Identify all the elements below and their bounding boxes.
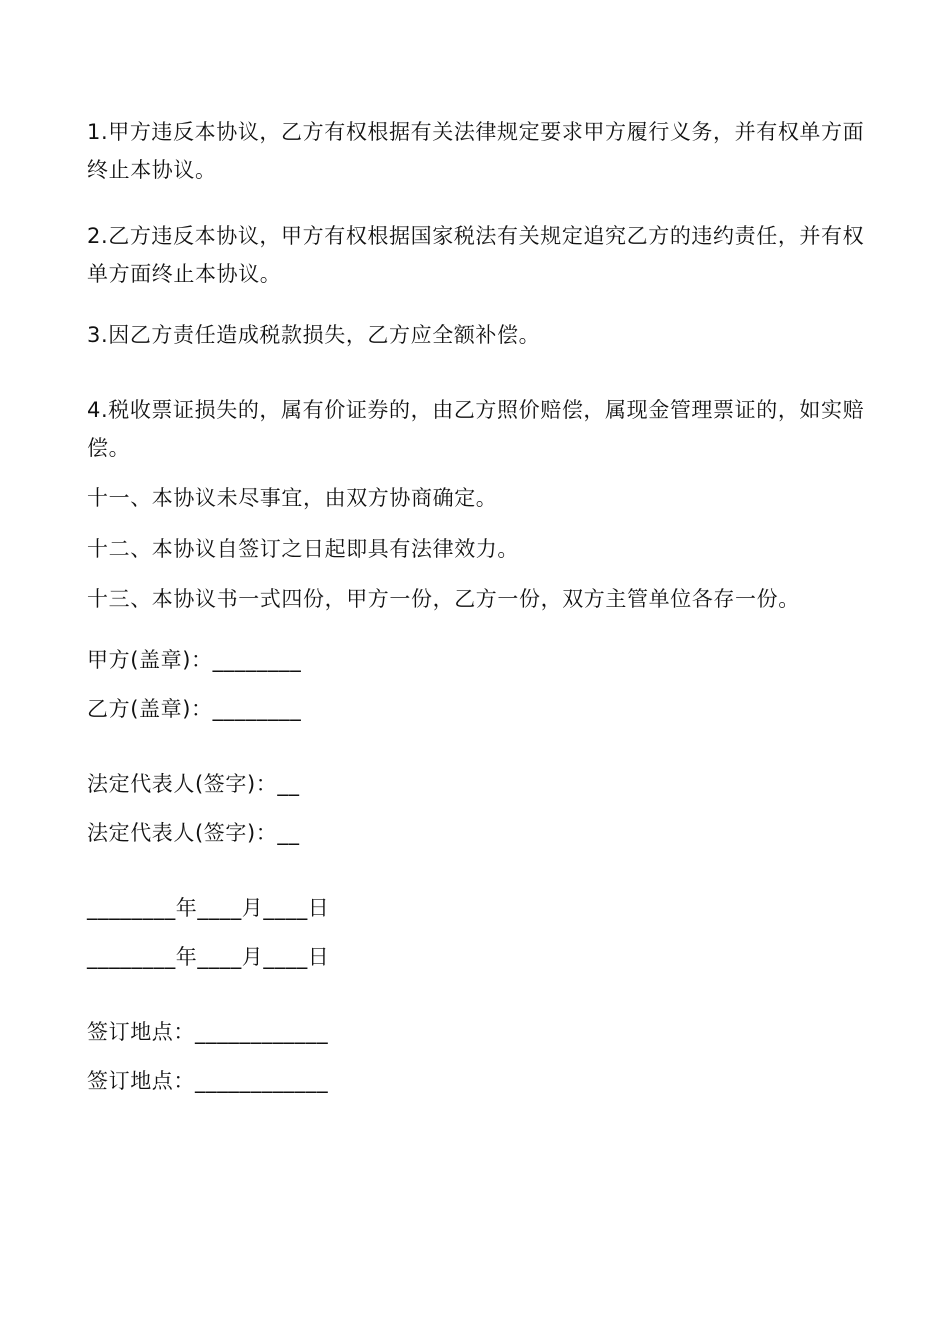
article-12: 十二、本协议自签订之日起即具有法律效力。 xyxy=(87,537,519,561)
signing-place-b-line: 签订地点：____________ xyxy=(87,1069,329,1093)
date-b-line: ________年____月____日 xyxy=(87,945,330,969)
clause-4: 4.税收票证损失的，属有价证券的，由乙方照价赔偿，属现金管理票证的，如实赔偿。 xyxy=(87,398,865,460)
legal-rep-a-line: 法定代表人(签字)：__ xyxy=(87,772,300,796)
legal-rep-b-line: 法定代表人(签字)：__ xyxy=(87,821,300,845)
clause-2: 2.乙方违反本协议，甲方有权根据国家税法有关规定追究乙方的违约责任，并有权单方面终止本协议。 xyxy=(87,224,865,286)
party-a-seal-line: 甲方(盖章)：________ xyxy=(87,648,302,672)
clause-1: 1.甲方违反本协议，乙方有权根据有关法律规定要求甲方履行义务，并有权单方面终止本协议。 xyxy=(87,120,865,182)
signing-place-a-line: 签订地点：____________ xyxy=(87,1020,329,1044)
article-13: 十三、本协议书一式四份，甲方一份，乙方一份，双方主管单位各存一份。 xyxy=(87,587,800,611)
article-11: 十一、本协议未尽事宜，由双方协商确定。 xyxy=(87,486,498,510)
clause-3: 3.因乙方责任造成税款损失，乙方应全额补偿。 xyxy=(87,323,541,347)
party-b-seal-line: 乙方(盖章)：________ xyxy=(87,697,302,721)
date-a-line: ________年____月____日 xyxy=(87,896,330,920)
